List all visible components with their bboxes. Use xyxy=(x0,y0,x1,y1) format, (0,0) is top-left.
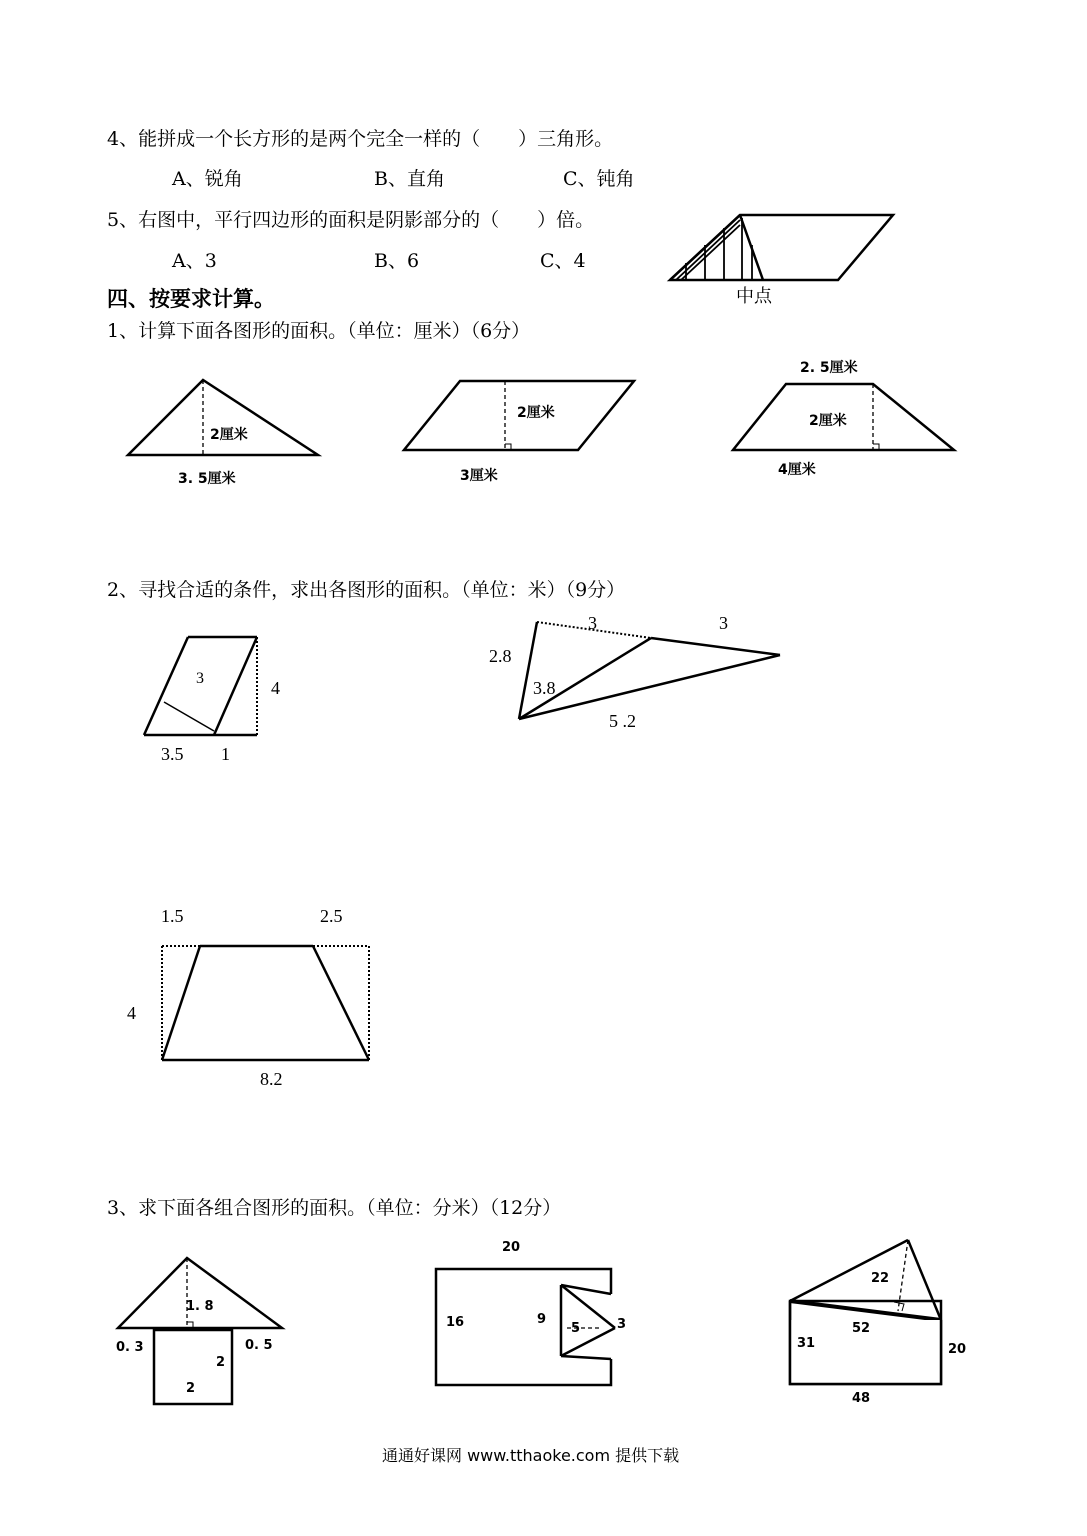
p1-triangle-base: 3. 5厘米 xyxy=(178,471,236,487)
p3-fig3-right: 20 xyxy=(948,1342,967,1357)
p3-stem: 3、求下面各组合图形的面积。（单位：分米）（12分） xyxy=(107,1197,562,1219)
p3-fig3-base: 48 xyxy=(852,1391,871,1406)
p3-fig2-notch-height: 9 xyxy=(537,1312,547,1327)
p2-fig3-top-left: 1.5 xyxy=(161,906,184,926)
p2-fig3-base: 8.2 xyxy=(260,1069,283,1089)
p3-fig3-height: 22 xyxy=(871,1271,890,1286)
q5-midpoint-label: 中点 xyxy=(736,286,772,307)
p2-fig2-left-side: 2.8 xyxy=(489,646,512,666)
q5-option-b: B、6 xyxy=(374,250,420,272)
p3-fig3-diagonal: 52 xyxy=(852,1321,871,1336)
p2-fig3-height: 4 xyxy=(127,1003,136,1023)
p3-fig2-left: 16 xyxy=(446,1315,465,1330)
p3-fig1-height: 1. 8 xyxy=(186,1299,214,1314)
q4-option-a: A、锐角 xyxy=(172,168,243,190)
p3-fig2-notch-side: 3 xyxy=(617,1317,627,1332)
p1-parallelogram-height: 2厘米 xyxy=(517,405,555,421)
q4-option-b: B、直角 xyxy=(374,168,445,190)
q5-option-c: C、4 xyxy=(540,250,586,272)
p3-fig1-square-side: 2 xyxy=(216,1355,226,1370)
section-title: 四、按要求计算。 xyxy=(107,287,275,311)
q5-option-a: A、3 xyxy=(172,250,217,272)
q4-option-c: C、钝角 xyxy=(563,168,635,190)
p2-fig2-top-right: 3 xyxy=(719,613,728,633)
p3-fig1-right: 0. 5 xyxy=(245,1338,273,1353)
p1-stem: 1、计算下面各图形的面积。（单位：厘米）（6分） xyxy=(107,320,531,342)
p2-fig1-height: 3 xyxy=(196,670,204,687)
p3-fig1-left: 0. 3 xyxy=(116,1340,144,1355)
p2-fig2-top-left: 3 xyxy=(588,613,597,633)
p3-fig2-top: 20 xyxy=(502,1240,521,1255)
q5-stem: 5、右图中，平行四边形的面积是阴影部分的（ ）倍。 xyxy=(107,209,595,231)
p2-stem: 2、寻找合适的条件，求出各图形的面积。（单位：米）（9分） xyxy=(107,579,626,601)
p1-trapezoid-top: 2. 5厘米 xyxy=(800,360,858,376)
p1-triangle-height: 2厘米 xyxy=(210,427,248,443)
p3-fig1-roof xyxy=(118,1258,282,1328)
p1-trapezoid-height: 2厘米 xyxy=(809,413,847,429)
p2-fig1-base: 3.5 xyxy=(161,744,184,764)
p3-fig2-notch-depth: 5 xyxy=(571,1321,581,1336)
p2-fig2-diagonal: 3.8 xyxy=(533,678,556,698)
p2-fig2-bottom: 5 .2 xyxy=(609,711,636,731)
p1-parallelogram-base: 3厘米 xyxy=(460,468,498,484)
p2-fig3-top-right: 2.5 xyxy=(320,906,343,926)
p2-fig1-extension: 1 xyxy=(221,744,230,764)
footer-text: 通通好课网 www.tthaoke.com 提供下载 xyxy=(382,1446,680,1465)
p3-fig1-square-base: 2 xyxy=(186,1381,196,1396)
p2-fig1-side: 4 xyxy=(271,678,280,698)
p3-fig3-left: 31 xyxy=(797,1336,816,1351)
q4-stem: 4、能拼成一个长方形的是两个完全一样的（ ）三角形。 xyxy=(107,128,614,150)
p1-trapezoid-base: 4厘米 xyxy=(778,462,816,478)
